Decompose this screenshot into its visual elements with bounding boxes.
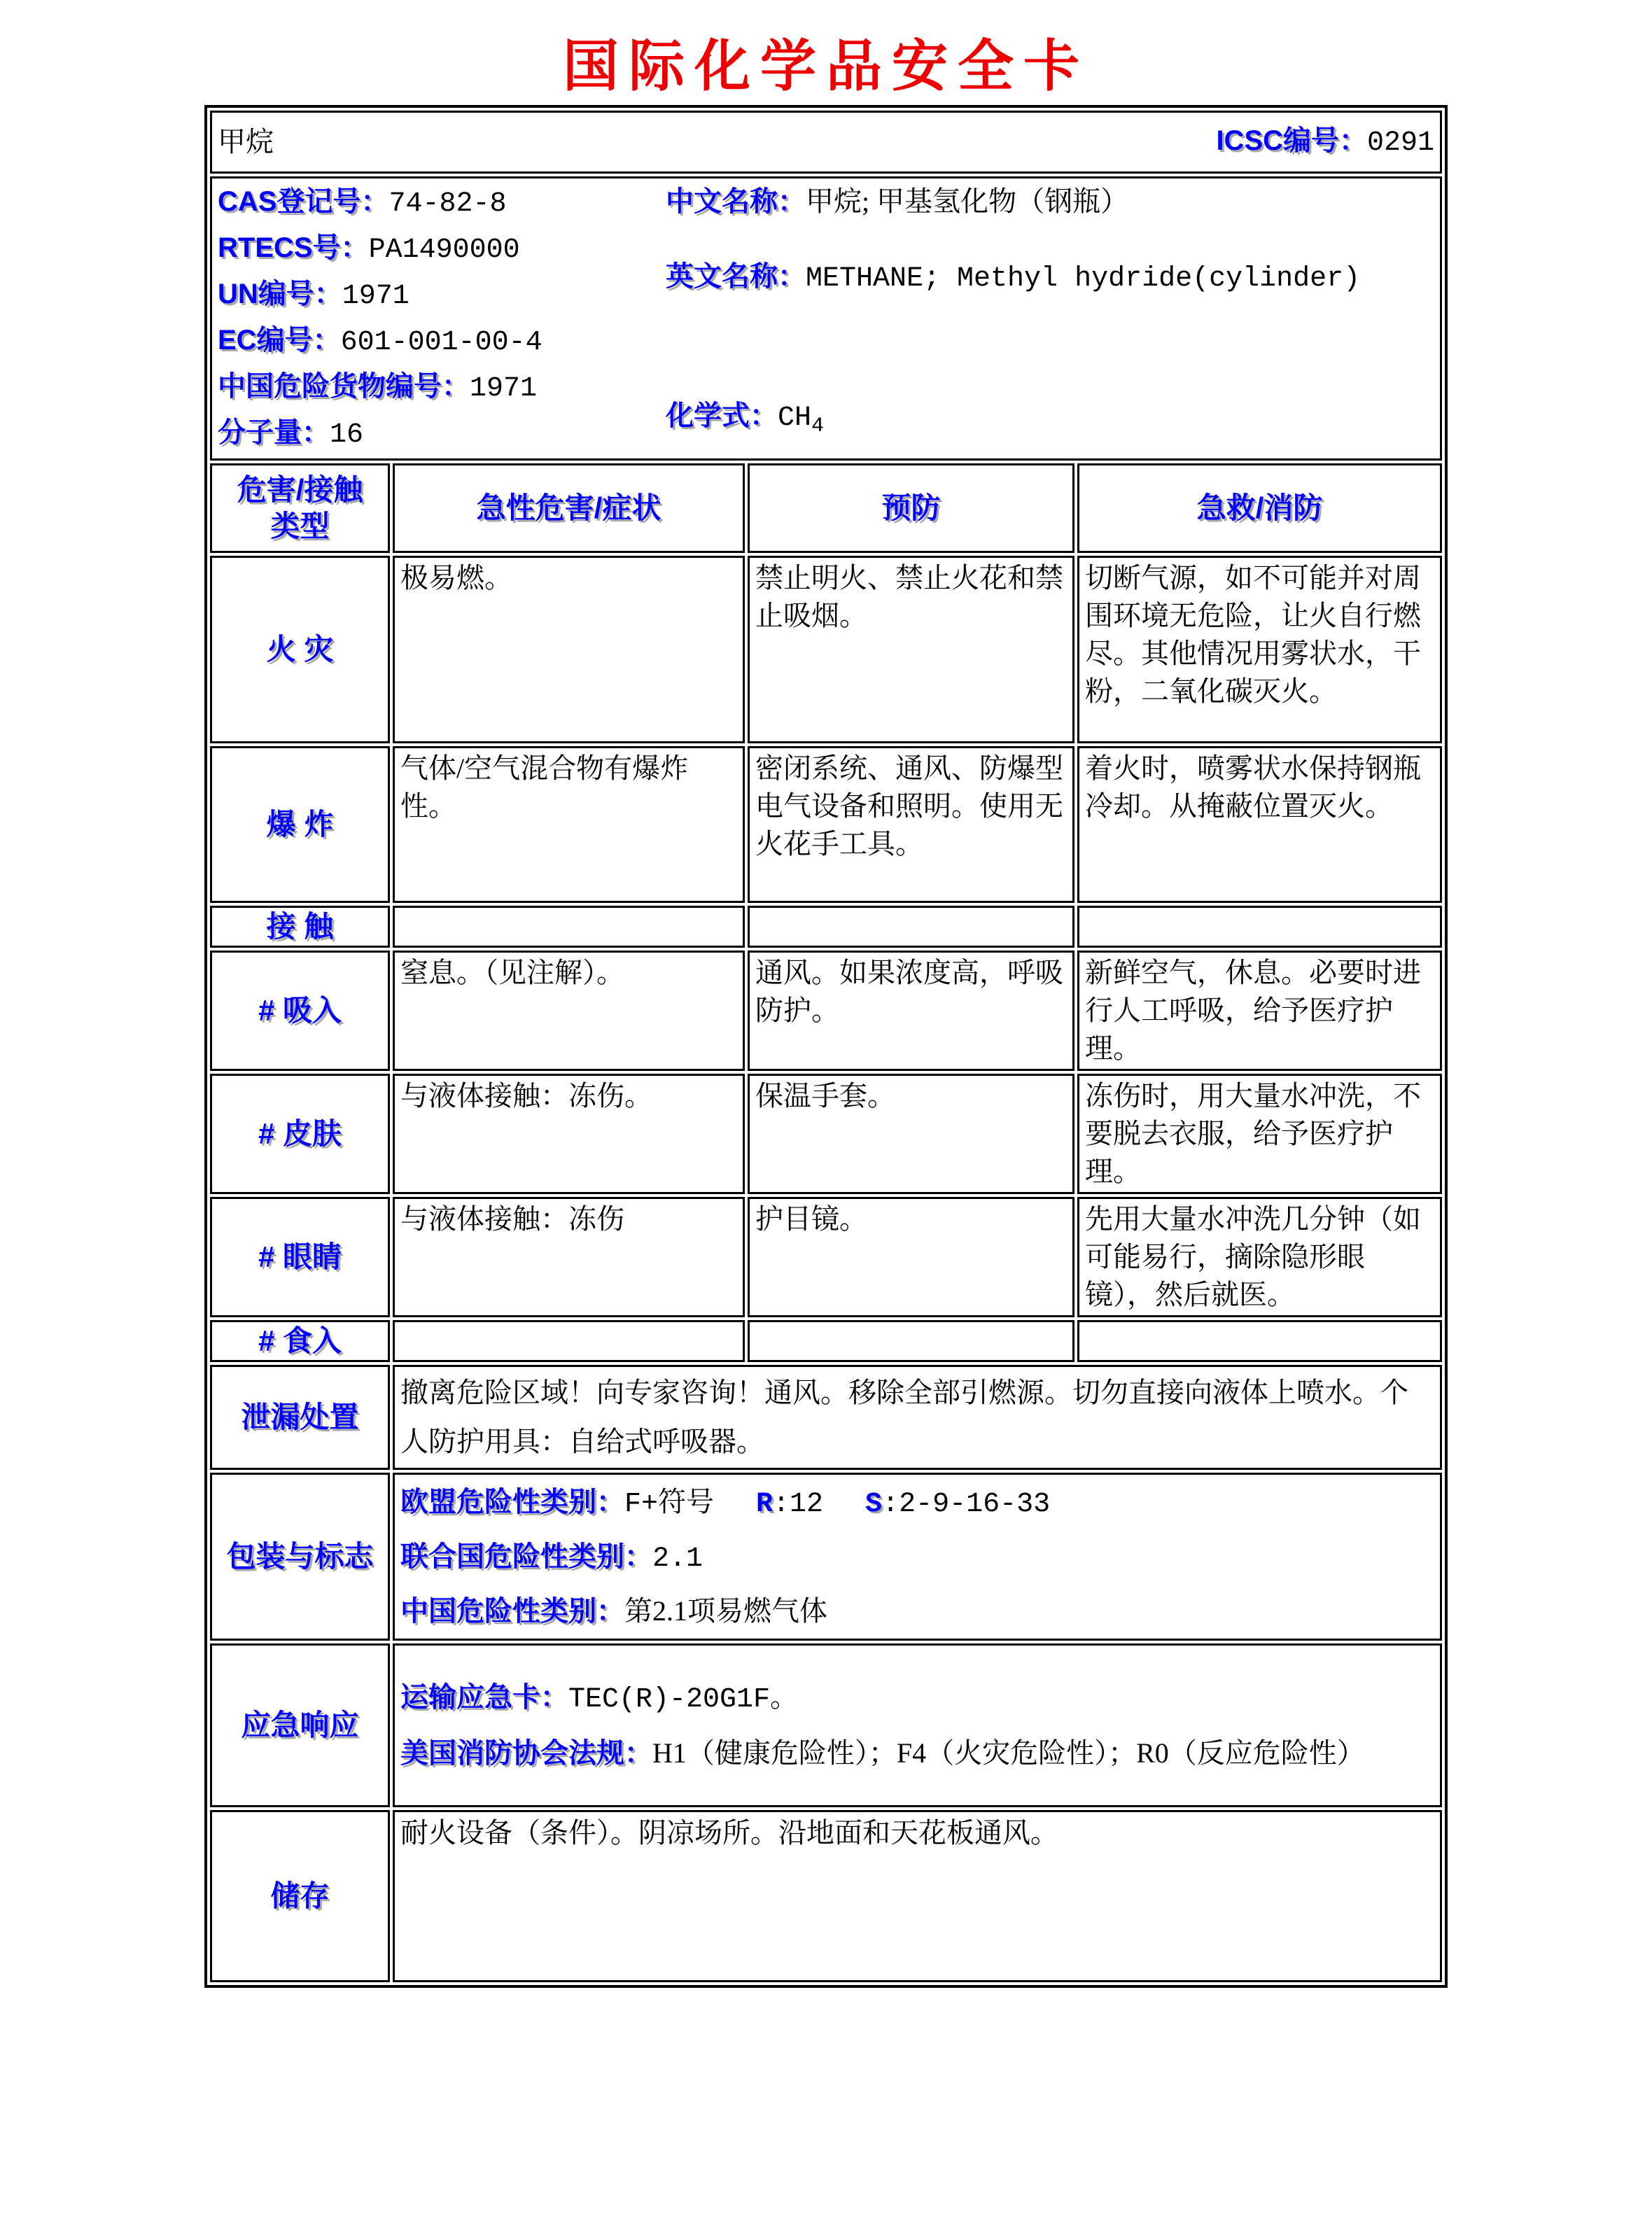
hazard-row-skin <box>210 1074 1442 1194</box>
cas-number-line <box>218 180 666 226</box>
r-phrase-label: R <box>756 1489 774 1520</box>
hazard-row-eyes <box>210 1197 1442 1317</box>
spillage-text: 撤离危险区域！向专家咨询！通风。移除全部引燃源。切勿直接向液体上喷水。个人防护用具：自给式呼吸器。 <box>393 1365 1442 1470</box>
chinese-name-value: 甲烷; 甲基氢化物（钢瓶） <box>806 185 1129 217</box>
ec-number-label: EC编号： <box>218 325 341 356</box>
s-phrase-value: :2-9-16-33 <box>882 1489 1051 1520</box>
spillage-row <box>210 1365 1442 1470</box>
skin-symptoms: 与液体接触：冻伤。 <box>393 1074 745 1194</box>
storage-row <box>210 1810 1442 1982</box>
ec-number-value: 601-001-00-4 <box>340 327 542 358</box>
s-phrase-label: S <box>865 1489 883 1520</box>
molecular-weight-label: 分子量： <box>218 417 330 448</box>
eu-hazard-class-value: F+符号 <box>624 1489 715 1520</box>
page-title: 国际化学品安全卡 <box>563 36 1089 98</box>
substance-name: 甲烷 <box>218 126 274 157</box>
row-label-exposure: 接 触 <box>210 906 390 948</box>
hazard-row-fire <box>210 556 1442 743</box>
fire-symptoms: 极易燃。 <box>393 556 745 743</box>
rtecs-number-line <box>218 226 666 272</box>
substance-row <box>210 111 1442 174</box>
un-number-value: 1971 <box>342 281 410 312</box>
english-name-value: METHANE; Methyl hydride(cylinder) <box>806 263 1361 295</box>
fire-prevention: 禁止明火、禁止火花和禁止吸烟。 <box>748 556 1074 743</box>
un-number-line <box>218 272 666 318</box>
ingestion-prevention <box>748 1320 1074 1362</box>
nfpa-code-label: 美国消防协会法规： <box>400 1738 652 1769</box>
row-label-spillage: 泄漏处置 <box>210 1365 390 1470</box>
header-symptoms: 急性危害/症状 <box>393 463 745 553</box>
english-name-line <box>666 255 1434 301</box>
chemical-formula-base: CH <box>778 402 812 434</box>
eu-hazard-class-label: 欧盟危险性类别： <box>400 1487 624 1517</box>
explosion-prevention: 密闭系统、通风、防爆型电气设备和照明。使用无火花手工具。 <box>748 746 1074 903</box>
skin-prevention: 保温手套。 <box>748 1074 1074 1194</box>
row-label-emergency: 应急响应 <box>210 1643 390 1807</box>
identifiers-row <box>210 176 1442 461</box>
ec-number-line <box>218 318 666 365</box>
molecular-weight-line <box>218 411 666 457</box>
eyes-prevention: 护目镜。 <box>748 1197 1074 1317</box>
chemical-formula-subscript: 4 <box>811 414 825 438</box>
ingestion-symptoms <box>393 1320 745 1362</box>
eu-hazard-class-line <box>400 1476 1434 1531</box>
identifiers-left-column <box>218 180 666 457</box>
icsc-number <box>1216 122 1434 162</box>
un-hazard-class-label: 联合国危险性类别： <box>400 1541 652 1572</box>
row-label-packaging: 包装与标志 <box>210 1473 390 1641</box>
cas-number-value: 74-82-8 <box>388 188 507 220</box>
rtecs-number-value: PA1490000 <box>368 234 520 266</box>
row-label-explosion: 爆 炸 <box>210 746 390 903</box>
emergency-content <box>393 1643 1442 1807</box>
identifiers-right-column <box>666 180 1434 457</box>
row-label-inhalation: # 吸入 <box>210 951 390 1071</box>
china-hazard-class-value: 第2.1项易燃气体 <box>624 1595 827 1627</box>
china-dg-number-line <box>218 365 666 411</box>
exposure-prevention <box>748 906 1074 948</box>
exposure-symptoms <box>393 906 745 948</box>
un-hazard-class-line <box>400 1531 1434 1585</box>
china-hazard-class-line <box>400 1585 1434 1637</box>
packaging-row <box>210 1473 1442 1641</box>
transport-emergency-card-line <box>400 1671 1434 1727</box>
icsc-number-label: ICSC编号： <box>1216 125 1368 156</box>
row-label-skin: # 皮肤 <box>210 1074 390 1194</box>
chemical-formula-line <box>666 394 1434 440</box>
hazard-row-inhalation <box>210 951 1442 1071</box>
nfpa-code-value: H1（健康危险性）；F4（火灾危险性）；R0（反应危险性） <box>652 1737 1365 1769</box>
row-label-fire: 火 灾 <box>210 556 390 743</box>
china-dg-number-value: 1971 <box>470 373 538 405</box>
nfpa-code-line <box>400 1727 1434 1780</box>
explosion-first-aid: 着火时，喷雾状水保持钢瓶冷却。从掩蔽位置灭火。 <box>1077 746 1442 903</box>
cas-number-label: CAS登记号： <box>218 186 389 217</box>
hazard-row-explosion <box>210 746 1442 903</box>
r-phrase-value: :12 <box>773 1489 824 1520</box>
row-label-ingestion: # 食入 <box>210 1320 390 1362</box>
skin-first-aid: 冻伤时，用大量水冲洗，不要脱去衣服，给予医疗护理。 <box>1077 1074 1442 1194</box>
un-number-label: UN编号： <box>218 279 342 309</box>
molecular-weight-value: 16 <box>330 419 364 451</box>
chinese-name-label: 中文名称： <box>666 186 806 217</box>
header-first-aid: 急救/消防 <box>1077 463 1442 553</box>
english-name-label: 英文名称： <box>666 261 806 292</box>
header-hazard-type: 危害/接触 类型 <box>210 463 390 553</box>
eyes-first-aid: 先用大量水冲洗几分钟（如可能易行，摘除隐形眼镜），然后就医。 <box>1077 1197 1442 1317</box>
china-dg-number-label: 中国危险货物编号： <box>218 371 470 402</box>
hazard-header-row <box>210 463 1442 553</box>
header-prevention: 预防 <box>748 463 1074 553</box>
inhalation-prevention: 通风。如果浓度高，呼吸防护。 <box>748 951 1074 1071</box>
rtecs-number-label: RTECS号： <box>218 232 369 263</box>
icsc-number-value: 0291 <box>1367 127 1435 159</box>
exposure-first-aid <box>1077 906 1442 948</box>
chemical-formula-label: 化学式： <box>666 400 778 431</box>
row-label-eyes: # 眼睛 <box>210 1197 390 1317</box>
ingestion-first-aid <box>1077 1320 1442 1362</box>
china-hazard-class-label: 中国危险性类别： <box>400 1596 624 1627</box>
identifiers-cell <box>210 176 1442 461</box>
hazard-row-exposure <box>210 906 1442 948</box>
safety-card-table <box>204 105 1448 1988</box>
transport-emergency-card-value: TEC(R)-20G1F。 <box>568 1684 799 1716</box>
storage-text: 耐火设备（条件）。阴凉场所。沿地面和天花板通风。 <box>393 1810 1442 1982</box>
eyes-symptoms: 与液体接触：冻伤 <box>393 1197 745 1317</box>
substance-row-cell <box>210 111 1442 174</box>
explosion-symptoms: 气体/空气混合物有爆炸性。 <box>393 746 745 903</box>
inhalation-first-aid: 新鲜空气，休息。必要时进行人工呼吸，给予医疗护理。 <box>1077 951 1442 1071</box>
hazard-row-ingestion <box>210 1320 1442 1362</box>
transport-emergency-card-label: 运输应急卡： <box>400 1682 568 1713</box>
un-hazard-class-value: 2.1 <box>652 1543 704 1575</box>
row-label-storage: 储存 <box>210 1810 390 1982</box>
chinese-name-line <box>666 180 1434 223</box>
packaging-content <box>393 1473 1442 1641</box>
emergency-row <box>210 1643 1442 1807</box>
fire-first-aid: 切断气源，如不可能并对周围环境无危险，让火自行燃尽。其他情况用雾状水，干粉，二氧化碳灭火。 <box>1077 556 1442 743</box>
inhalation-symptoms: 窒息。（见注解）。 <box>393 951 745 1071</box>
